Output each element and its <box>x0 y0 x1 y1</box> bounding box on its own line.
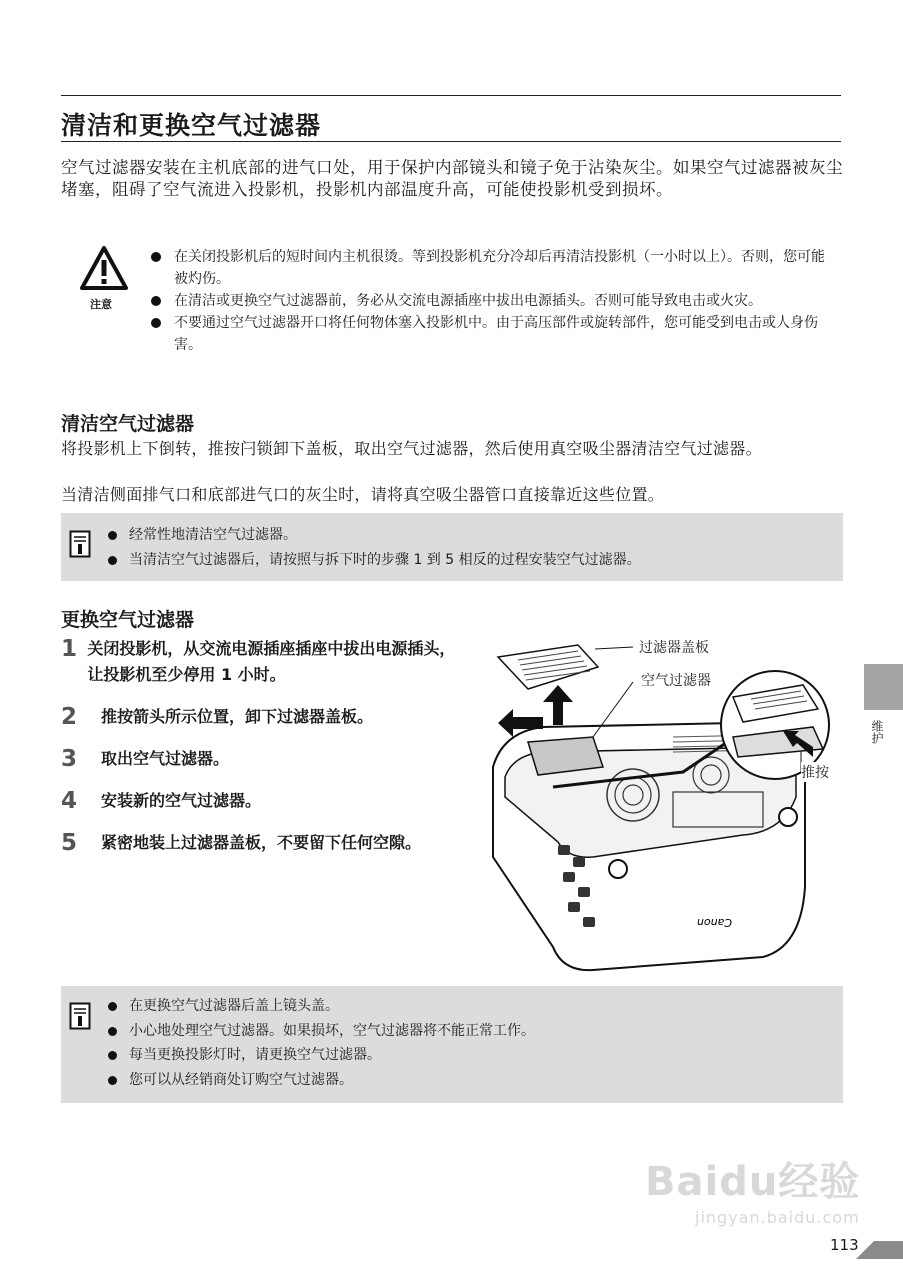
section-tab-label: 维护 <box>870 720 884 744</box>
watermark <box>645 1150 861 1227</box>
step-number: 1 <box>61 636 78 662</box>
label-filter-cover: 过滤器盖板 <box>639 637 709 657</box>
watermark-main: Baidu经验 <box>645 1159 861 1205</box>
step-number: 3 <box>61 746 78 772</box>
page-number: 113 <box>830 1236 859 1254</box>
clean-note-list <box>105 523 641 572</box>
note-item: 经常性地清洁空气过滤器。 <box>105 523 641 548</box>
caution-item: 不要通过空气过滤器开口将任何物体塞入投影机中。由于高压部件或旋转部件，您可能受到电击或人身伤害。 <box>148 312 838 356</box>
step-item <box>61 704 461 730</box>
replace-heading: 更换空气过滤器 <box>61 609 195 631</box>
caution-label: 注意 <box>90 298 112 311</box>
note-item: 在更换空气过滤器后盖上镜头盖。 <box>105 994 535 1019</box>
step-item <box>61 788 461 814</box>
step-text: 取出空气过滤器。 <box>101 749 230 768</box>
page-corner-tab <box>856 1241 874 1259</box>
page-corner-bar <box>874 1241 903 1259</box>
replace-note-list <box>105 994 535 1092</box>
intro-paragraph: 空气过滤器安装在主机底部的进气口处，用于保护内部镜头和镜子免于沾染灰尘。如果空气过滤器被灰尘堵塞，阻碍了空气流进入投影机，投影机内部温度升高，可能使投影机受到损坏。 <box>61 158 843 199</box>
step-text: 推按箭头所示位置，卸下过滤器盖板。 <box>101 707 374 726</box>
note-item: 小心地处理空气过滤器。如果损坏，空气过滤器将不能正常工作。 <box>105 1019 535 1044</box>
step-text: 紧密地装上过滤器盖板，不要留下任何空隙。 <box>101 833 422 852</box>
caution-item: 在清洁或更换空气过滤器前，务必从交流电源插座中拔出电源插头。否则可能导致电击或火灾。 <box>148 290 838 312</box>
clean-paragraph-1: 将投影机上下倒转，推按闩锁卸下盖板，取出空气过滤器，然后使用真空吸尘器清洁空气过滤器。 <box>61 439 762 458</box>
step-number: 5 <box>61 830 78 856</box>
step-list <box>61 636 461 872</box>
brand-logo: Canon <box>696 916 732 929</box>
title-rule <box>61 141 841 142</box>
clean-heading: 清洁空气过滤器 <box>61 413 195 435</box>
caution-list <box>148 246 838 356</box>
step-number: 4 <box>61 788 78 814</box>
caution-item: 在关闭投影机后的短时间内主机很烫。等到投影机充分冷却后再清洁投影机（一小时以上）。否则，您可能被灼伤。 <box>148 246 838 290</box>
warning-icon <box>79 245 129 295</box>
step-item <box>61 830 461 856</box>
projector-figure <box>483 627 843 977</box>
step-text: 关闭投影机，从交流电源插座插座中拔出电源插头，让投影机至少停用 1 小时。 <box>87 639 456 684</box>
page-title: 清洁和更换空气过滤器 <box>61 111 322 140</box>
section-tab <box>864 664 903 710</box>
step-text: 安装新的空气过滤器。 <box>101 791 262 810</box>
note-item: 您可以从经销商处订购空气过滤器。 <box>105 1068 535 1093</box>
replace-note-box <box>61 986 843 1103</box>
memo-icon <box>69 530 91 558</box>
note-item: 每当更换投影灯时，请更换空气过滤器。 <box>105 1043 535 1068</box>
clean-paragraph-2: 当清洁侧面排气口和底部进气口的灰尘时，请将真空吸尘器管口直接靠近这些位置。 <box>61 485 665 504</box>
clean-note-box <box>61 513 843 581</box>
step-item <box>61 636 461 688</box>
label-air-filter: 空气过滤器 <box>641 670 711 690</box>
label-push: 推按 <box>801 762 829 782</box>
note-item: 当清洁空气过滤器后，请按照与拆下时的步骤 1 到 5 相反的过程安装空气过滤器。 <box>105 548 641 573</box>
step-item <box>61 746 461 772</box>
step-number: 2 <box>61 704 78 730</box>
memo-icon <box>69 1002 91 1030</box>
top-rule <box>61 95 841 96</box>
watermark-sub: jingyan.baidu.com <box>695 1208 860 1227</box>
